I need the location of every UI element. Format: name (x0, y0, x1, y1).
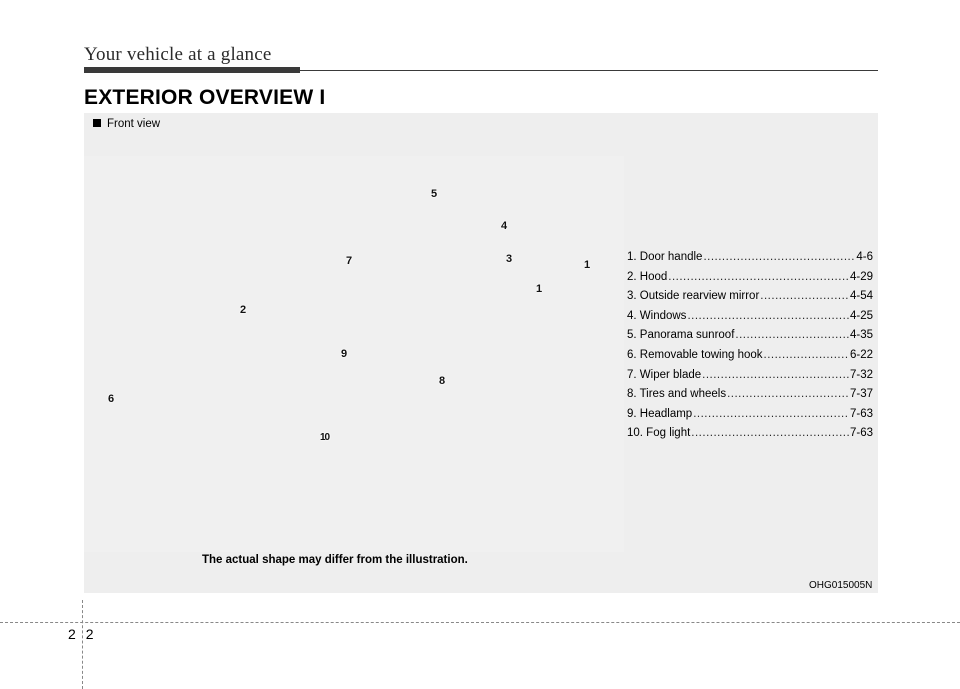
part-page: 4-35 (849, 329, 873, 342)
part-page: 4-54 (849, 290, 873, 303)
callout-4: 4 (501, 220, 508, 232)
part-name: 10. Fog light (627, 427, 691, 440)
part-page: 4-25 (849, 309, 873, 322)
callout-3: 3 (506, 253, 513, 265)
leader-dots (693, 405, 849, 425)
callout-5: 5 (431, 188, 438, 200)
vehicle-illustration (84, 156, 624, 552)
parts-list-item (627, 366, 873, 386)
footer-rule-horizontal (0, 622, 960, 623)
part-page: 7-37 (849, 388, 873, 401)
parts-list-item (627, 346, 873, 366)
leader-dots (687, 307, 849, 327)
parts-list-item (627, 424, 873, 444)
leader-dots (703, 248, 855, 268)
parts-list-item (627, 307, 873, 327)
illustration-disclaimer: The actual shape may differ from the illustration. (202, 554, 468, 566)
part-name: 4. Windows (627, 309, 687, 322)
parts-list-item (627, 268, 873, 288)
part-name: 3. Outside rearview mirror (627, 290, 760, 303)
part-name: 1. Door handle (627, 251, 703, 263)
page-number: 22 (68, 626, 104, 642)
callout-1-mirror-side: 1 (584, 259, 591, 271)
leader-dots (764, 346, 849, 366)
part-name: 5. Panorama sunroof (627, 329, 735, 342)
leader-dots (702, 366, 849, 386)
parts-list-item (627, 326, 873, 346)
parts-list-item (627, 248, 873, 268)
part-name: 2. Hood (627, 270, 668, 283)
part-name: 8. Tires and wheels (627, 388, 727, 401)
part-page: 7-63 (849, 407, 873, 420)
callout-1-door: 1 (536, 283, 543, 295)
part-name: 9. Headlamp (627, 407, 693, 420)
leader-dots (691, 424, 849, 444)
section-title: EXTERIOR OVERVIEW I (84, 86, 326, 109)
part-page: 7-32 (849, 368, 873, 381)
parts-list (627, 248, 873, 444)
footer-rule-vertical (82, 600, 83, 689)
callout-6: 6 (108, 393, 115, 405)
part-page: 4-6 (856, 251, 873, 263)
part-page: 4-29 (849, 270, 873, 283)
leader-dots (735, 326, 849, 346)
header-rule-thick (84, 67, 300, 73)
image-code: OHG015005N (809, 580, 873, 591)
callout-8: 8 (439, 375, 446, 387)
callout-2: 2 (240, 304, 247, 316)
part-page: 6-22 (849, 348, 873, 361)
callout-7: 7 (346, 255, 353, 267)
leader-dots (668, 268, 849, 288)
part-page: 7-63 (849, 427, 873, 440)
leader-dots (727, 385, 849, 405)
running-header-title: Your vehicle at a glance (84, 44, 272, 65)
parts-list-item (627, 385, 873, 405)
callout-9: 9 (341, 348, 348, 360)
leader-dots (760, 287, 849, 307)
part-name: 7. Wiper blade (627, 368, 702, 381)
parts-list-item (627, 405, 873, 425)
square-bullet-icon (93, 119, 101, 127)
view-label-text: Front view (107, 118, 161, 130)
part-name: 6. Removable towing hook (627, 348, 763, 361)
header-rule-thin (300, 70, 878, 71)
view-label (93, 118, 160, 130)
parts-list-item (627, 287, 873, 307)
callout-10: 10 (320, 432, 330, 443)
